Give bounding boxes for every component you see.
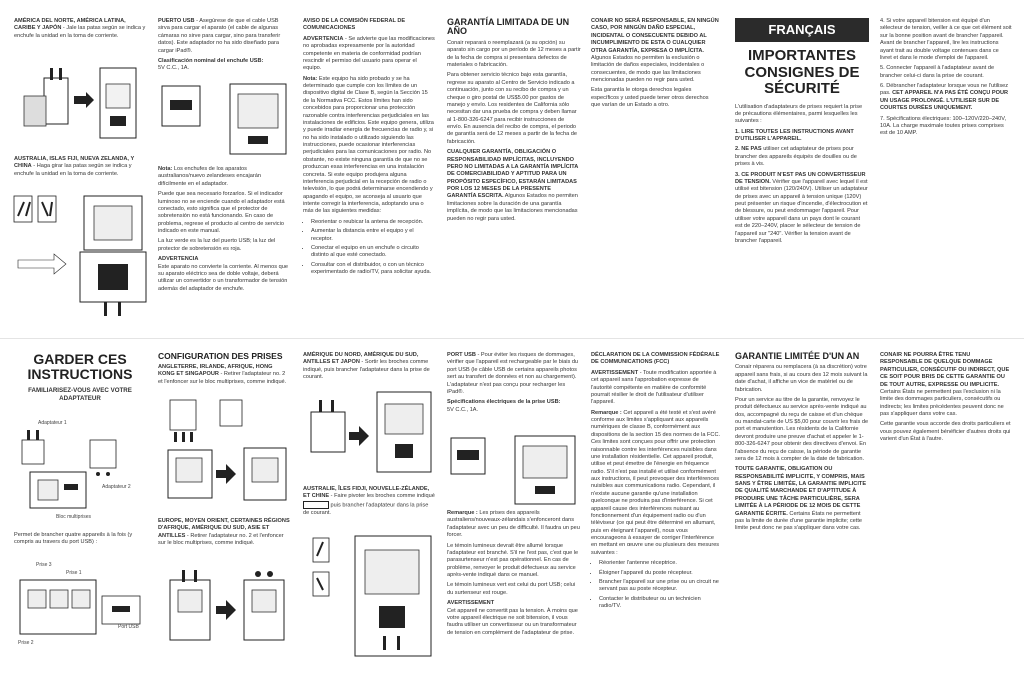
label-adaptateur-1: Adaptateur 1 <box>38 420 67 426</box>
list-item: • Reorientar o reubicar la antena de recepción. <box>311 219 435 226</box>
label-prise-1: Prise 1 <box>66 570 82 576</box>
plug-pull-illustration-es <box>16 56 144 146</box>
familiarize-subtitle: FAMILIARISEZ-VOUS AVEC VOTRE ADAPTATEUR <box>28 386 132 402</box>
fcc-note-heading-es: Nota: <box>303 75 318 82</box>
fcc-rem-heading-fr: Remarque : <box>591 409 622 416</box>
note-text-es: Los enchufes de los aparatos australianos/nuevo zelandeses encajarán difícilmente en el adaptador. <box>158 166 261 187</box>
plug-rotate-illustration-es <box>14 190 148 320</box>
list-item: • Réorienter l'antenne réceptrice. <box>599 560 721 567</box>
bottom-col-4b <box>447 510 581 640</box>
fcc-av-text-fr: - Toute modification apportée à cet appareil sans l'approbation expresse de l'autorité compétente en matière de conformité pourrait résilier le droit de l'utilisateur d'utiliser l'appareil. <box>591 369 717 406</box>
warranty-p3-fr: TOUTE GARANTIE, OBLIGATION OU RESPONSABILITÉ IMPLICITE, Y COMPRIS, MAIS SANS Y ÊTRE LIMITÉE, LA GARANTIE IMPLICITE DE QUALITÉ MARCHANDE ET D'APTITUDE À PRODUIRE UNE TÂCHE PARTICULIÈRE, SERA LIMITÉE À LA PÉRIODE DE 12 MOIS DE CETTE GARANTIE ÉCRITE. <box>735 466 867 517</box>
four-devices-text: Permet de brancher quatre appareils à la fois (y compris au travers du port USB) : <box>14 532 133 546</box>
list-item: • Conectar el equipo en un enchufe o circuito distinto al que esté conectado. <box>311 245 435 260</box>
keep-instructions-title: GARDER CES INSTRUCTIONS <box>27 351 133 383</box>
safety-i4-fr: 4. Si votre appareil bitension est équipé d'un sélecteur de tension, veiller à ce que cet élément soit sur la bonne position avant de brancher l'appareil. Avant de brancher l'appareil, lire les instructions ayant trait au double voltage contenues dans ce livret et dans le mode d'emploi de l'appareil. <box>880 18 1012 61</box>
label-bloc-multiprises: Bloc multiprises <box>56 514 92 520</box>
bottom-col-1 <box>14 352 146 406</box>
outlets-illustration <box>16 566 146 644</box>
safety-i2h-fr: 2. NE PAS <box>735 146 762 153</box>
usb-heading-es: PUERTO USB <box>158 18 195 24</box>
fcc-rem-text-fr: Cet appareil a été testé et s'est avéré conforme aux limites s'appliquant aux appareils numériques de classe B, conformément aux dispositions de la section 15 des normes de la FCC. Ces limites sont conçues pour offrir une protection raisonnable contre les interférences nuisibles dans une installation résidentielle. Cet appareil produit, utilise et peut émettre de l'énergie en fréquence radio. S'il n'est pas installé et utilisé conformément aux instructions, il peut provoquer des interférences nuisibles aux communications radio. Cependant, il n'existe aucune garantie qu'une installation quelconque ne produira pas d'interférence. Si cet appareil cause des interférences nuisant au fonctionnement d'un équipement radio ou d'un téléviseur (ce qui peut être déterminé en allumant, puis en éteignant l'appareil), nous vous encourageons à essayer de corriger l'interférence en mettant en œuvre une ou plusieurs des mesures suivantes : <box>591 409 721 556</box>
fcc-list-es <box>303 219 435 277</box>
francais-banner: FRANÇAIS <box>735 18 869 42</box>
safety-i6b-fr: CET APPAREIL N'A PAS ÉTÉ CONÇU POUR UN USAGE PROLONGÉ. L'UTILISER SUR DE COURTES DURÉES UNIQUEMENT. <box>880 90 1009 112</box>
liability-p1-es: CONAIR NO SERÁ RESPONSABLE, EN NINGÚN CASO, POR NINGÚN DAÑO ESPECIAL, INCIDENTAL O CONSECUENTE DEBIDO AL INCUMPLIMIENTO DE ESTA O CUALQUIER OTRA GARANTÍA, EXPRESA O IMPLÍCITA. <box>591 18 719 54</box>
safety-i7-fr: 7. Spécifications électriques: 100–120V/220–240V, 10A. La charge maximale toutes prises comprises est de 10 AMP. <box>880 115 1007 137</box>
top-col-3 <box>303 18 435 279</box>
usb-text-fr: - Pour éviter les risques de dommages, vérifier que l'appareil est rechargeable par le biais du port USB (le câble USB de certains appareils photos sert au transfert de données et non au chargement). L'adaptateur n'est pas conçu pour recharger les iPad®. <box>447 352 579 395</box>
av-heading-fr: AVERTISSEMENT <box>447 600 495 607</box>
top-col-5 <box>591 18 719 113</box>
warranty-p1-es: Conair reparará o reemplazará (a su opción) su aparato sin cargo por un período de 12 meses a partir de la fecha de compra si presentara defectos de materiales o fabricación. <box>447 39 581 68</box>
na-heading-es: AMÉRICA DEL NORTE, AMÉRICA LATINA, CARIBE Y JAPÓN <box>14 18 126 32</box>
rem-heading-fr: Remarque : <box>447 510 478 516</box>
label-prise-2: Prise 2 <box>18 640 34 646</box>
au-text2-fr: puis brancher l'adaptateur dans la prise de courant. <box>303 502 429 516</box>
warranty-title-es: GARANTÍA LIMITADA DE UN AÑO <box>447 17 570 37</box>
au-text-es: - Haga girar las patas según se indica y enchufe la unidad en la toma de corriente. <box>14 163 132 177</box>
liability-p2-es: Esta garantía le otorga derechos legales específicos y usted puede tener otros derechos que varían de un Estado a otro. <box>591 87 709 109</box>
bottom-col-1b <box>14 532 146 550</box>
uk-config-illustration <box>160 398 290 510</box>
fcc-heading-fr: DÉCLARATION DE LA COMMISSION FÉDÉRALE DE COMMUNICATIONS (FCC) <box>591 352 720 366</box>
au-heading-fr: AUSTRALIE, ÎLES FIDJI, NOUVELLE-ZÉLANDE, ET CHINE <box>303 486 430 500</box>
warranty-p3-es: CUALQUIER GARANTÍA, OBLIGACIÓN O RESPONSABILIDAD IMPLÍCITAS, INCLUYENDO PERO NO LIMITADAS A LA GARANTÍA IMPLÍCITA DE COMERCIABILIDAD Y APTITUD PARA UN PROPÓSITO ESPECÍFICO, ESTARÁN LIMITADAS POR LOS 12 MESES DE LA PRESENTE GARANTÍA ESCRITA. <box>447 149 579 200</box>
bottom-col-2 <box>158 352 290 389</box>
rem-text-fr: Les prises des appareils australiens/nouveaux-zélandais s'enfonceront dans l'adaptateur avec un peu de difficulté. Il faudra un peu forcer. <box>447 510 580 539</box>
rem3-fr: Le témoin lumineux vert est celui du port USB; celui du surtenseur est rouge. <box>447 582 576 596</box>
note2-es: Puede que sea necesario forzarlos. Si el indicador luminoso no se enciende cuando el adaptador está conectado, esto significa que el protector de sobretensión no está funcionando. En caso de problema, regrese el producto al centro de servicio indicado en este manual. <box>158 191 285 234</box>
warranty-p2-fr: Pour un service au titre de la garantie, renvoyez le produit défectueux au service après-vente indiqué au dos, accompagné du reçu de caisse et d'un chèque ou mandat-carte de US $5,00 pour couvrir les frais de port et manutention. Les résidents de la Californie devront produire une preuve d'achat et appeler le 1-800-326-6247 pour obtenir des directives d'envoi. En l'absence du reçu de caisse, la période de garantie sera de 12 mois à compter de la date de fabrication. <box>735 396 869 462</box>
bottom-col-2b <box>158 518 290 551</box>
warranty-p2-es: Para obtener servicio técnico bajo esta garantía, regrese su aparato al Centro de Servicio indicado a continuación, junto con su recibo de compra y un cheque o giro postal de US$5.00 por gastos de manejo y envío. Los residentes de California sólo necesitan dar una prueba de compra y deben llamar al 1-800-326-6247 para recibir instrucciones de envío. En ausencia del recibo de compra, el periodo de garantía será de 12 meses a partir de la fecha de fabricación. <box>447 72 577 145</box>
label-port-usb: Port USB <box>118 624 139 630</box>
usb-spec-es: 5V C.C., 1A. <box>158 65 190 72</box>
top-col-2b <box>158 166 290 296</box>
safety-i5-fr: 5. Connecter l'appareil à l'adaptateur avant de brancher celui-ci dans la prise de courant. <box>880 65 995 79</box>
label-adaptateur-2: Adaptateur 2 <box>102 484 131 490</box>
fcc-list-fr <box>591 560 721 610</box>
av-text-fr: Cet appareil ne convertit pas la tension. À moins que votre appareil électrique ne soit bitension, il vous faudra utiliser un convertisseur ou un transformateur de tension en complément de l'adaptateur de prise. <box>447 607 578 636</box>
safety-i3h-fr: 3. CE PRODUIT N'EST PAS UN CONVERTISSEUR DE TENSION. <box>735 171 866 185</box>
usb-port-illustration-fr <box>449 434 579 506</box>
safety-title-fr: IMPORTANTES CONSIGNES DE SÉCURITÉ <box>744 47 860 97</box>
uk-text-fr: - Retirer l'adaptateur no. 2 et l'enfoncer sur le bloc multiprises, comme indiqué. <box>158 371 287 385</box>
uk-heading-fr: ANGLETERRE, IRLANDE, AFRIQUE, HONG KONG ET SINGAPOUR <box>158 363 273 378</box>
eu-text-fr: - Retirer l'adaptateur no. 2 et l'enfoncer sur le bloc multiprises, comme indiqué. <box>158 532 284 547</box>
bottom-col-5 <box>591 352 721 613</box>
usb-port-illustration-es <box>160 80 290 160</box>
usb-heading-fr: PORT USB <box>447 352 476 358</box>
na-heading-fr: AMÉRIQUE DU NORD, AMÉRIQUE DU SUD, ANTILLES ET JAPON <box>303 352 419 366</box>
rotate-icon <box>303 501 329 509</box>
list-item: • Éloigner l'appareil du poste récepteur. <box>599 570 721 577</box>
adapter-overview-illustration <box>16 420 146 516</box>
au-config-illustration <box>305 532 435 662</box>
eu-heading-fr: EUROPE, MOYEN ORIENT, CERTAINES RÉGIONS D'AFRIQUE, AMÉRIQUE DU SUD, ASIE ET ANTILLES <box>158 518 290 539</box>
liability-p1b-es: Algunos Estados no permiten la exclusión o limitación de daños especiales, incidentales o consecuentes, de modo que las limitaciones mencionadas pueden no regir para usted. <box>591 54 705 83</box>
note-heading-es: Nota: <box>158 166 173 172</box>
warranty-p3b-fr: Certains États ne permettent pas la limite de durée d'une garantie implicite; cette limite peut donc ne pas s'appliquer dans votre cas. <box>735 510 862 532</box>
note3-es: La luz verde es la luz del puerto USB; la luz del protector de sobretensión es roja. <box>158 238 276 252</box>
safety-intro-fr: L'utilisation d'adaptateurs de prises requiert la prise de précautions élémentaires, parmi lesquelles les suivantes : <box>735 103 863 125</box>
liability-p1-fr: CONAIR NE POURRA ÊTRE TENU RESPONSABLE DE QUELQUE DOMMAGE PARTICULIER, CONSÉCUTIF OU INDIRECT, QUE CE SOIT POUR BRIS DE CETTE GARANTIE OU DE TOUT AUTRE, EXPRESSE OU IMPLICITE. <box>880 352 1010 388</box>
fcc-adv-heading-es: ADVERTENCIA <box>303 35 344 42</box>
fcc-note-es: Este equipo ha sido probado y se ha determinado que cumple con los límites de un dispositivo digital de Clase B, según la Sección 15 de la Normativa FCC. Estos límites han sido concebidos para proporcionar una protección razonable contra interferencias perjudiciales en las instalaciones de edificios. Este equipo genera, utiliza y puede irradiar energía de frecuencias de radio y, si no ha sido instalado o utilizado siguiendo las instrucciones, puede ocasionar interferencias perjudiciales para las comunicaciones por radio. No obstante, no existe ninguna garantía de que no se produzcan esas interferencias en una instalación concreta. Si este equipo produjera alguna interferencia perjudicial en la recepción de radio o televisión, lo que podrá determinarse encendiendo y apagando el equipo, se aconseja al usuario que intente corregir la interferencia, adoptando una o más de las siguientes medidas: <box>303 75 434 215</box>
bottom-col-7 <box>880 352 1012 447</box>
adv-heading-es: ADVERTENCIA <box>158 256 199 263</box>
top-col-2 <box>158 18 290 76</box>
list-item: • Consultar con el distribuidor, o con un técnico experimentado de radio/TV, para solicitar ayuda. <box>311 262 435 277</box>
warranty-p3b-es: Algunos Estados no permiten limitaciones sobre la duración de una garantía implícita, de modo que las limitaciones mencionadas pueden no regir para usted. <box>447 193 578 222</box>
fcc-heading-es: AVISO DE LA COMISIÓN FEDERAL DE COMUNICACIONES <box>303 18 406 32</box>
top-col-4 <box>447 18 581 226</box>
safety-i6a-fr: 6. Débrancher l'adaptateur lorsque vous ne l'utilisez pas. <box>880 83 1009 97</box>
na-text-fr: - Sortir les broches comme indiqué, puis brancher l'adaptateur dans la prise de courant. <box>303 359 430 381</box>
label-prise-3: Prise 3 <box>36 562 52 568</box>
config-title: CONFIGURATION DES PRISES <box>158 351 283 361</box>
na-text-es: - Jale las patas según se indica y enchufe la unidad en la toma de corriente. <box>14 25 146 39</box>
usb-spec-heading-fr: Spécifications électriques de la prise USB: <box>447 399 561 406</box>
list-item: • Brancher l'appareil sur une prise ou un circuit ne servant pas au poste récepteur. <box>599 579 721 594</box>
bottom-col-4 <box>447 352 581 417</box>
rem2-fr: Le témoin lumineux devrait être allumé lorsque l'adaptateur est branché. S'il ne l'est pas, c'est que le parasurtenseur n'est pas opérationnel. En cas de problème, renvoyer le produit défectueux au service après-vente indiqué dans ce manuel. <box>447 542 579 578</box>
warranty-title-fr: GARANTIE LIMITÉE D'UN AN <box>735 351 860 361</box>
safety-i2-fr: utiliser cet adaptateur de prises pour brancher des appareils équipés de douilles ou de prises à vis. <box>735 146 857 168</box>
top-col-6 <box>735 48 869 248</box>
bottom-col-3b <box>303 486 435 520</box>
top-col-1b <box>14 156 146 181</box>
fcc-adv-es: - Se advierte que las modificaciones no aprobadas expresamente por la autoridad competente en materia de conformidad podrían rescindir el permiso del usuario para operar el equipo. <box>303 35 435 72</box>
safety-i1-fr: 1. LIRE TOUTES LES INSTRUCTIONS AVANT D'UTILISER L'APPAREIL. <box>735 128 854 142</box>
au-text-fr: - Faire pivoter les broches comme indiqué <box>329 493 435 500</box>
list-item: • Contacter le distributeur ou un technicien radio/TV. <box>599 596 721 611</box>
bottom-col-3 <box>303 352 435 385</box>
warranty-p1-fr: Conair réparera ou remplacera (à sa discrétion) votre appareil sans frais, si au cours des 12 mois suivant la date d'achat, il affiche un vice de matériel ou de fabrication. <box>735 364 868 393</box>
liability-p2-fr: Cette garantie vous accorde des droits particuliers et vous pouvez également bénéficier d'autres droits qui varient d'un État à l'autre. <box>880 421 1011 443</box>
fold-divider <box>0 338 1024 339</box>
usb-spec-heading-es: Clasificación nominal del enchufe USB: <box>158 57 264 64</box>
top-col-1 <box>14 18 146 43</box>
eu-config-illustration <box>160 566 290 656</box>
liability-p1b-fr: Certains États ne permettent pas l'exclusion ni la limite des dommages particuliers, consécutifs ou indirects; les limites précédentes peuvent donc ne pas s'appliquer dans votre cas. <box>880 388 1004 417</box>
fcc-av-heading-fr: AVERTISSEMENT <box>591 369 639 376</box>
au-heading-es: AUSTRALIA, ISLAS FIJI, NUEVA ZELANDA, Y CHINA <box>14 156 135 170</box>
bottom-col-6 <box>735 352 869 536</box>
adv-text-es: Este aparato no convierte la corriente. Al menos que su aparato eléctrico sea de doble voltaje, deberá utilizar un convertidor o un transformador de tensión además del adaptador de enchufe. <box>158 263 288 292</box>
usb-spec-fr: 5V C.C., 1A. <box>447 406 479 413</box>
na-config-illustration <box>305 386 435 478</box>
usb-text-es: - Asegúrese de que el cable USB sirva para cargar el aparato (el cable de algunas cámaras no sirve para cargar, sino para transferir datos). Este adaptador no ha sido diseñado para cargar iPad®. <box>158 18 281 54</box>
safety-i3-fr: Vérifier que l'appareil avec lequel il est utilisé est bitension (120/240V). Utiliser un adaptateur de prises avec un appareil à tension unique (120V) peut présenter un risque d'incendie, d'électrocution et de blessure, ou peut endommager l'appareil. Pour utiliser votre appareil dans un pays dont le courant est de 220–240V, placer le sélecteur de tension de l'appareil sur "240". Vérifier la tension avant de brancher l'appareil. <box>735 178 868 244</box>
list-item: • Aumentar la distancia entre el equipo y el receptor. <box>311 228 435 243</box>
top-col-7 <box>880 18 1012 141</box>
